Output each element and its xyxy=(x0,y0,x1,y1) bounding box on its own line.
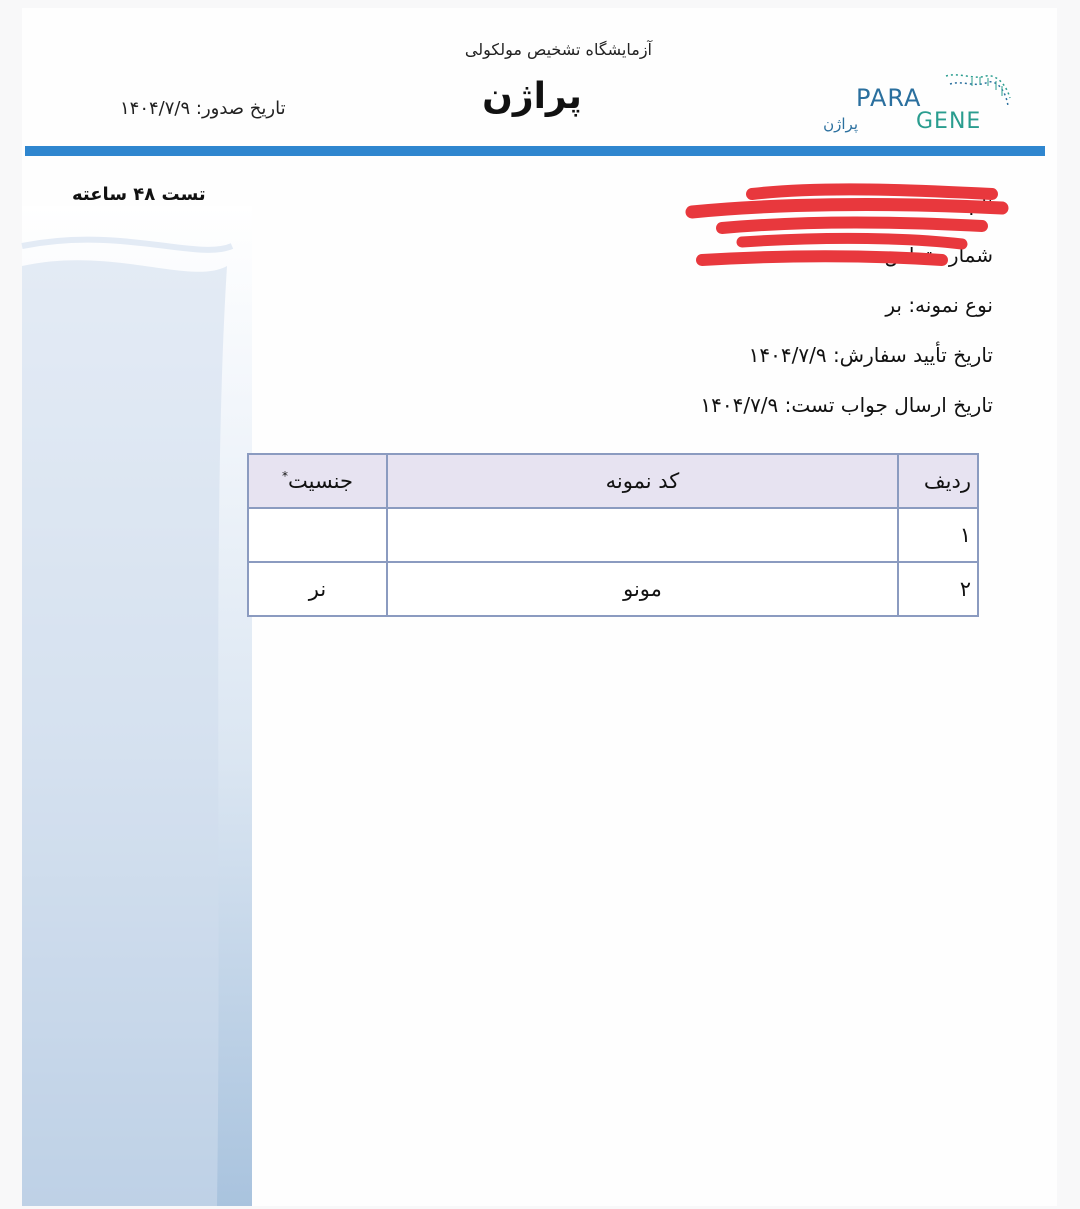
sample-code-cell: مونو xyxy=(387,562,898,616)
sex-cell: نر xyxy=(248,562,387,616)
sample-code-cell xyxy=(387,508,898,562)
sample-type-value: بر xyxy=(885,293,902,317)
header-sex-label: جنسیت xyxy=(287,469,353,493)
sex-cell xyxy=(248,508,387,562)
header-row-number: ردیف xyxy=(898,454,978,508)
row-number-cell: ۲ xyxy=(898,562,978,616)
table-row xyxy=(248,562,978,616)
header-divider xyxy=(25,146,1045,156)
patient-phone-label: شماره تماس xyxy=(884,243,993,267)
row-number-cell: ۱ xyxy=(898,508,978,562)
order-date-value: ۱۴۰۴/۷/۹ xyxy=(748,343,827,367)
issue-date xyxy=(120,98,360,119)
results-table xyxy=(247,453,979,617)
sample-type-field xyxy=(885,293,993,317)
test-type-label: تست ۴۸ ساعته xyxy=(72,184,206,205)
issue-date-value: ۱۴۰۴/۷/۹ xyxy=(120,98,191,119)
redaction-scribble xyxy=(682,186,1012,272)
sample-type-label: نوع نمونه: xyxy=(908,293,993,317)
issue-date-label: تاریخ صدور: xyxy=(195,98,286,119)
side-wave-decoration xyxy=(22,206,262,1206)
document-sheet xyxy=(22,8,1057,1206)
result-date-field xyxy=(700,393,993,417)
order-date-label: تاریخ تأیید سفارش: xyxy=(832,343,993,367)
logo-text-para: PARA xyxy=(856,84,922,112)
lab-name: آزمایشگاه تشخیص مولکولی xyxy=(464,40,652,59)
table-row xyxy=(248,508,978,562)
table-header-row xyxy=(248,454,978,508)
result-date-label: تاریخ ارسال جواب تست: xyxy=(784,393,993,417)
result-date-value: ۱۴۰۴/۷/۹ xyxy=(700,393,779,417)
paragene-logo xyxy=(823,72,1014,138)
patient-name-label: نام xyxy=(968,191,993,215)
header-sample-code: کد نمونه xyxy=(387,454,898,508)
order-date-field xyxy=(749,343,993,367)
header-sex-mark: * xyxy=(281,469,288,483)
brand-name: پراژن xyxy=(482,76,582,117)
logo-text-gene: GENE xyxy=(916,109,982,134)
logo-text-persian: پراژن xyxy=(823,115,858,133)
dna-helix-icon xyxy=(946,75,1010,106)
header-sex xyxy=(248,454,387,508)
